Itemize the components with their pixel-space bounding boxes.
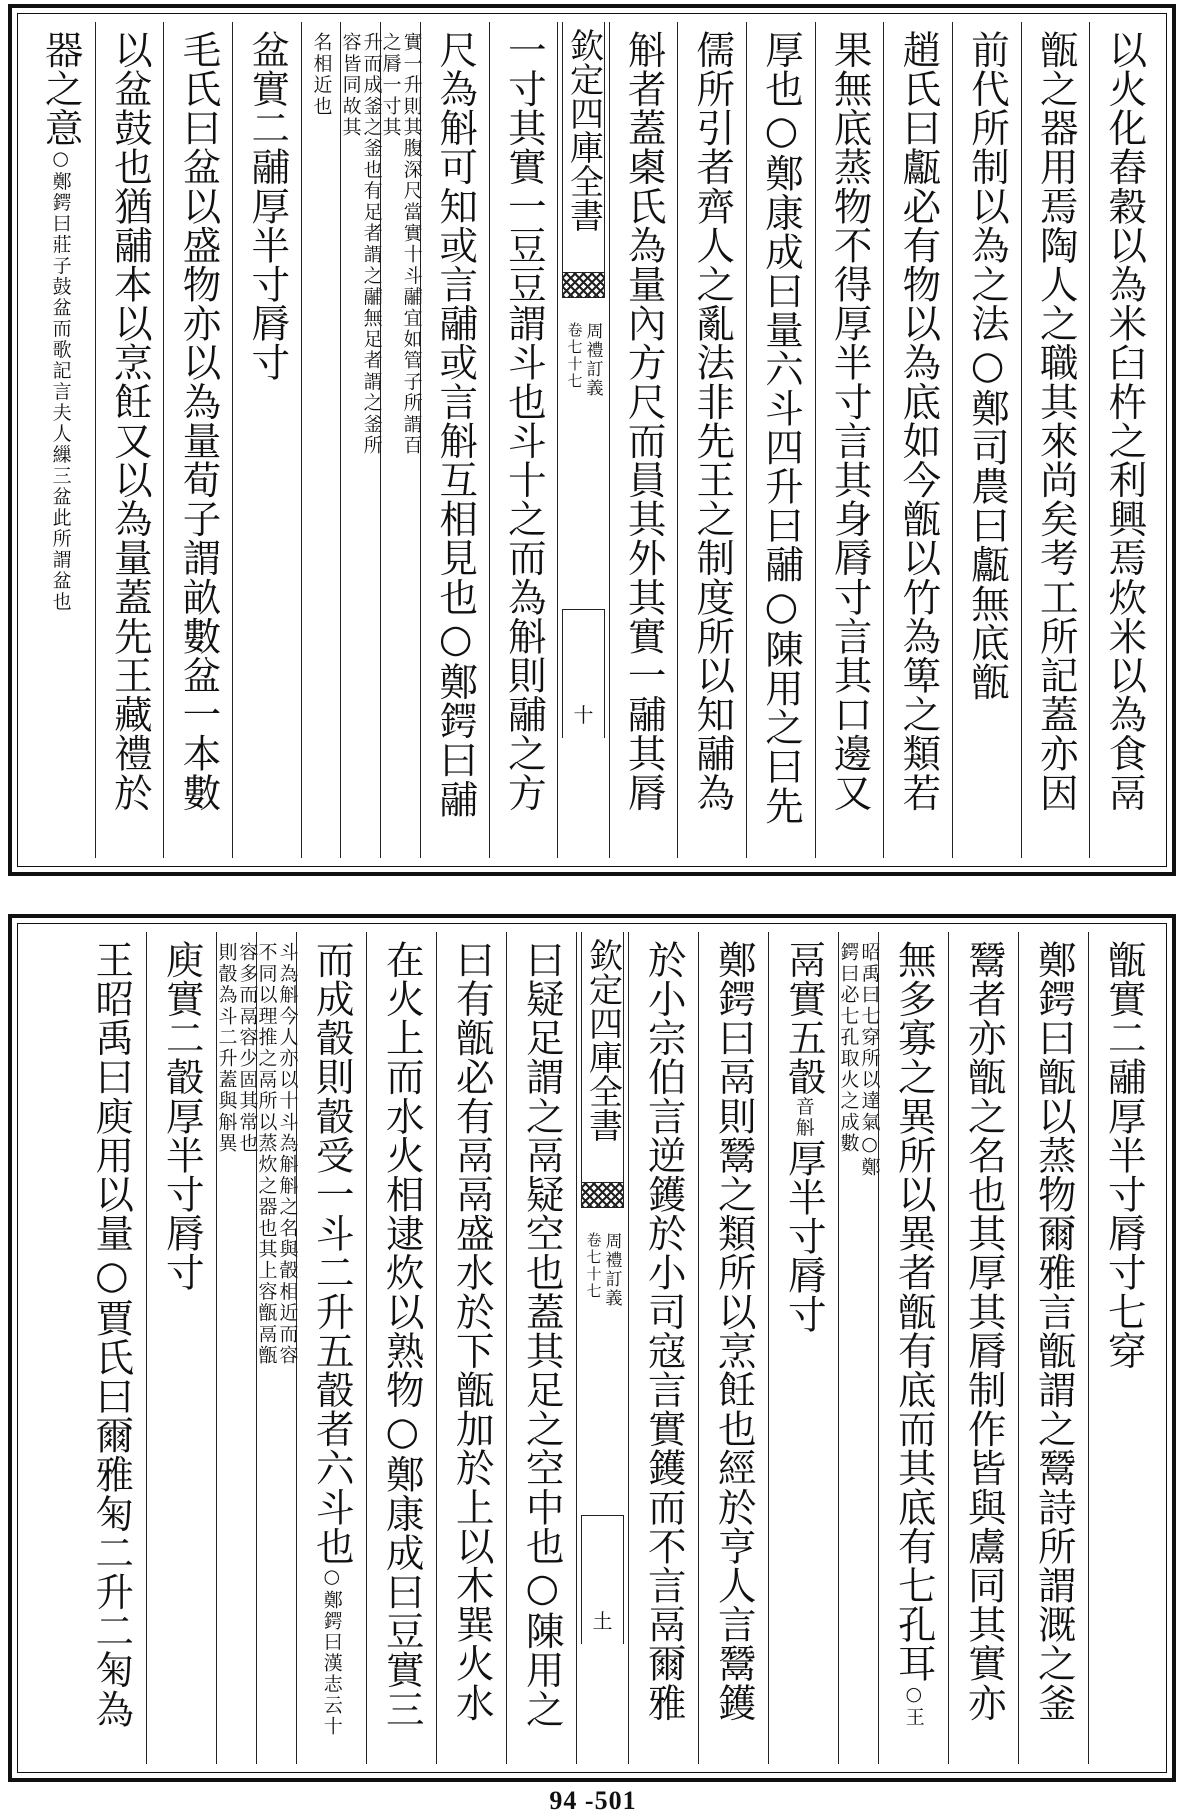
column-text: 毛氏曰盆以盛物亦以為量荀子謂畝數盆一本數 [176,30,222,812]
column-text: 鬲實五瞉 [781,940,827,1097]
text-column [436,932,506,1764]
column-text: 在火上而水火相逮炊以熟物○鄭康成曰豆實三 [379,940,425,1729]
text-column [677,22,746,858]
text-column [952,22,1021,858]
inline-note: ○鄭鍔曰莊子鼓盆而歌記言夫人繅三盆此所謂盆也 [49,147,72,613]
column-text: 盆實二鬴厚半寸脣寸 [245,30,291,382]
spine-title: 欽定四庫全書 [582,938,623,1142]
column-text: 以盆鼓也猶鬴本以烹飪又以為量蓋先王藏禮於 [107,30,153,812]
spine-title: 欽定四庫全書 [563,28,604,232]
column-text: 曰有甑必有鬲鬲盛水於下甑加於上以木巽火水 [449,940,495,1722]
commentary-column [301,22,340,858]
text-column [1021,22,1090,858]
spine-info [558,322,608,398]
column-text: 儒所引者齊人之亂法非先王之制度所以知鬴為 [690,30,736,812]
column-text: 王昭禹曰庾用以量○賈氏曰爾雅匊二升二匊為 [89,940,135,1729]
spine-book-title: 周禮訂義 [601,1232,622,1308]
spine-title-box [562,22,604,273]
text-column [26,22,95,858]
commentary-column [215,932,259,1764]
commentary-column [339,22,383,858]
text-column [1018,932,1088,1764]
commentary-line: 昭禹曰七穿所以達氣○鄭 [858,942,881,1179]
column-text: 無多寡之異所以異者甑有底而其底有七孔耳 [891,940,937,1683]
commentary-line: 不同以理推之鬲所以蒸炊之器也其上容甑鬲甑 [255,942,278,1366]
text-column [878,932,948,1764]
column-text: 厚半寸脣寸 [781,1138,827,1334]
top-page-panel [8,4,1176,876]
column-text: 果無底蒸物不得厚半寸言其身脣寸言其口邊又 [827,30,873,812]
text-column [489,22,558,858]
text-column [1089,22,1158,858]
spine-volume: 卷七十七 [565,322,584,390]
text-column [768,932,838,1764]
text-column [232,22,301,858]
spine-info [577,1232,628,1308]
text-column [815,22,884,858]
text-column [95,22,164,858]
spine-volume: 卷七十七 [584,1232,603,1300]
column-text: 前代所制以為之法○鄭司農曰甗無底甑 [965,30,1011,702]
commentary-line: 鍔曰必七孔取火之成數 [837,942,860,1154]
column-text: 以火化舂穀以為米臼杵之利興焉炊米以為食鬲 [1102,30,1148,812]
column-text: 厚也○鄭康成曰量六斗四升曰鬴○陳用之曰先 [758,30,804,825]
column-text: 鄭鍔曰甑以蒸物爾雅言甑謂之鬵詩所謂溉之釜 [1031,940,1077,1722]
commentary-column [255,932,299,1764]
column-text: 庾實二瞉厚半寸脣寸 [159,940,205,1292]
inline-note: ○王 [902,1682,925,1728]
page-number-footer: 94 -501 [549,1786,637,1815]
commentary-line: 之脣一寸其 [379,32,402,138]
text-column [420,22,489,858]
spine-book-title: 周禮訂義 [582,322,603,398]
column-text: 鄭鍔曰鬲則鬵之類所以烹飪也經於亨人言鬵鑊 [711,940,757,1722]
column-text: 甑實二鬴厚半寸脣寸七穿 [1101,940,1147,1371]
column-text: 於小宗伯言逆鑊於小司寇言實鑊而不言鬲爾雅 [641,940,687,1722]
spine-foot-box [562,609,604,738]
fishtail-ornament [562,272,604,298]
text-column [366,932,436,1764]
text-column [948,932,1018,1764]
column-text: 鬵者亦甑之名也其厚其脣制作皆與鬳同其實亦 [961,940,1007,1722]
column-text: 甑之器用焉陶人之職其來尚矣考工所記蓋亦因 [1033,30,1079,812]
text-column [609,22,678,858]
column-text: 一寸其實一豆豆謂斗也斗十之而為斛則鬴之方 [501,30,547,812]
fishtail-ornament [581,1182,624,1208]
text-column [698,932,768,1764]
spine-foot-box [581,1515,624,1644]
spine-title-box [581,932,624,1183]
commentary-line: 容皆同故其 [339,32,362,138]
text-column [296,932,366,1764]
text-column [506,932,576,1764]
column-text: 趙氏曰甗必有物以為底如今甑以竹為箄之類若 [896,30,942,812]
spine-page-number: 土 [592,1609,613,1633]
text-column [628,932,698,1764]
commentary-line: 名相近也 [310,32,333,117]
commentary-column [837,932,881,1764]
commentary-line: 斗為斛今人亦以十斗為斛斛之名與瞉相近而容 [276,942,299,1366]
bottom-page-panel [8,914,1176,1782]
pronunciation-note: 音斛 [792,1096,815,1139]
inline-note: ○鄭鍔曰漢志云十 [320,1565,343,1737]
commentary-line: 則瞉為斗二升蓋與斛異 [215,942,238,1154]
commentary-line: 升而成釜之釜也有足者謂之鬴無足者謂之釜所 [360,32,383,456]
text-column [883,22,952,858]
fold-spine [557,22,608,858]
commentary-line: 容多而鬲容少固其常也 [236,942,259,1154]
fold-spine [576,932,628,1764]
commentary-column [379,22,423,858]
spine-page-number: 十 [573,703,594,727]
text-column [163,22,232,858]
text-column [746,22,815,858]
column-text: 而成瞉則瞉受一斗二升五瞉者六斗也 [309,940,355,1566]
commentary-line: 實一升則其腹深尺當實十斗鬴宜如管子所謂百 [400,32,423,456]
column-text: 曰疑足謂之鬲疑空也蓋其足之空中也○陳用之 [519,940,565,1729]
column-text: 斛者蓋㮚氏為量內方尺而員其外其實一鬴其脣 [621,30,667,812]
text-column [1088,932,1158,1764]
column-text: 尺為斛可知或言鬴或言斛互相見也○鄭鍔曰鬴 [433,30,479,819]
column-text: 器之意 [38,30,84,148]
text-column [146,932,216,1764]
text-column [76,932,146,1764]
